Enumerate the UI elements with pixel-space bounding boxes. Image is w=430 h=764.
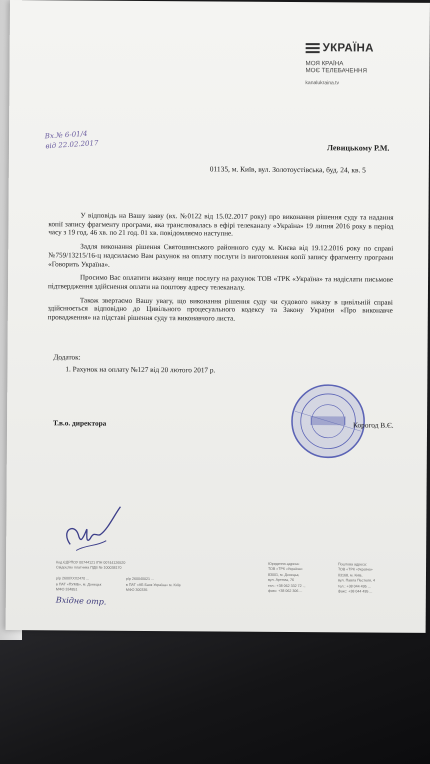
footer-legal-address: Юридична адреса: ТОВ «ТРК «Україна» 83001, м. Донецьк, вул. Артема, 76 тел.: +38 062 332 72 ... факс: +38 062 306 ... (267, 561, 306, 594)
letter-body (48, 211, 394, 329)
company-logo (305, 42, 425, 87)
footer-bank-details-1: Код ЄДРПОУ 00744121 ІПН 00744126520 Свідоцтво платника ПДВ № 100038170 р/р 2600ХХХ2470 ... в ПАТ «ПУМБ», м. Донецьк МФО 334851 (55, 560, 126, 592)
body-paragraph: У відповідь на Вашу заяву (вх. №0122 від 15.02.2017 року) про виконання рішення суду та надання копії запису фрагменту програми, яка транслювалась в ефірі телеканалу «Україна» 19 липня 2016 року в період часу з 19 год. 46 хв. по 21 год. 01 хв. повідомляємо наступне. (48, 211, 394, 238)
letter-sheet (6, 0, 430, 633)
logo-slogan: МОЯ КРАЇНА МОЄ ТЕЛЕБАЧЕННЯ (305, 60, 367, 75)
recipient-address: 01135, м. Київ, вул. Золотоустівська, буд. 24, кв. 5 (209, 164, 366, 175)
handwritten-registration: Вх.№ 6-01/4 від 22.02.2017 (44, 129, 99, 151)
recipient-name: Левицькому Р.М. (326, 143, 390, 153)
logo-website: kanalukraina.tv (305, 80, 340, 87)
attachment-item: 1. Рахунок на оплату №127 від 20 лютого 2017 р. (65, 365, 216, 375)
handwritten-signature (56, 500, 126, 560)
footer-handwritten-note: Вхідне отр. (55, 595, 107, 607)
footer-postal-address: Поштова адреса: ТОВ «ТРК «Україна» 03168, м. Київ, вул. Павла Пестеля, 4 тел.: +38 044 495 ... факс: +38 044 495 ... (337, 562, 376, 594)
body-paragraph: Також звертаємо Вашу увагу, що виконання рішення суду чи судового наказу в цивільній справі здійснюється відповідно до Цивільного процесуального кодексу та Закону України «Про виконавче провадження» на підставі рішення суду та виконавчого листа. (47, 296, 393, 323)
body-paragraph: Задля виконання рішення Святошинського районного суду м. Києва від 19.12.2016 року по справі №759/13215/16-ц надсилаємо Вам рахунок на оплату послуги із виготовлення копії запису фрагменту програми «Говорить Україна». (48, 242, 394, 269)
logo-name: УКРАЇНА (322, 42, 374, 55)
attachment-label: Додаток: (53, 353, 81, 362)
logo-stripes-icon (306, 43, 320, 53)
body-paragraph: Просимо Вас оплатити вказану вище послугу на рахунок ТОВ «ТРК «Україна» та надіслати письмове підтвердження здійснення оплати на поштову адресу телеканалу. (47, 273, 394, 292)
signatory-role: Т.в.о. директора (53, 418, 107, 428)
signatory-name: Корогод В.Є. (353, 420, 394, 430)
footer-bank-details-2: р/р 260040021 ... в ПАТ «АБ Банк Україна» м. Київ МФО 300335 (125, 577, 181, 593)
